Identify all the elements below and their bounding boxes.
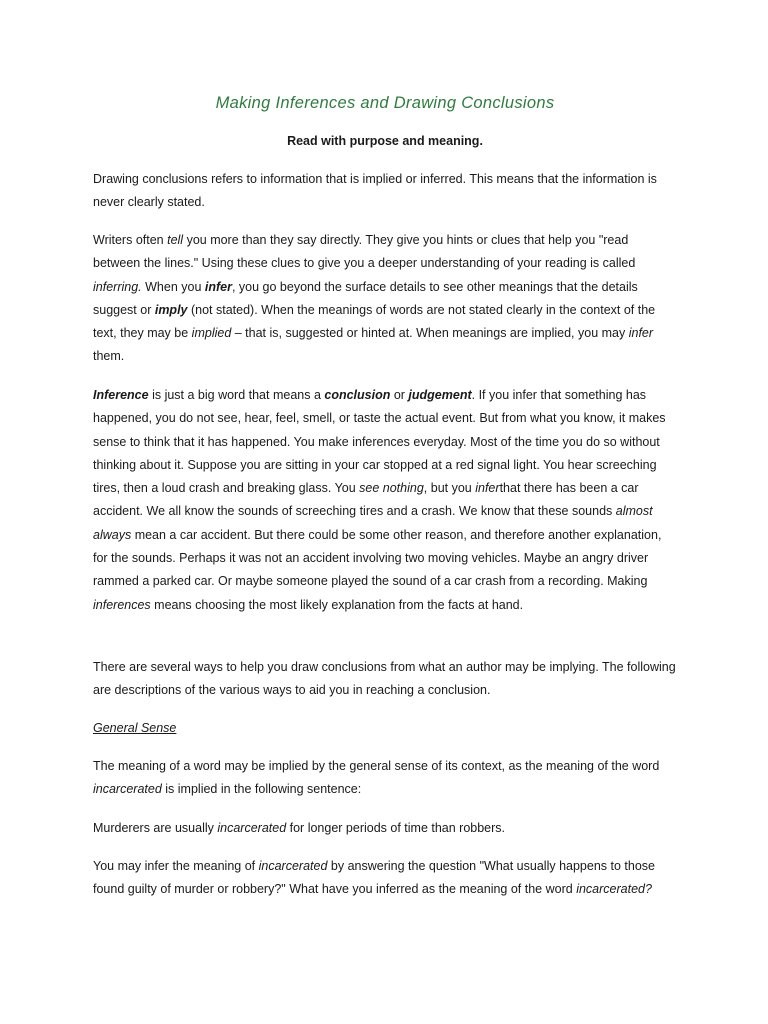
paragraph-writers (93, 229, 677, 369)
paragraph-ways (93, 656, 677, 703)
text-run: . If you infer that something has happened, you do not see, hear, feel, smell, or taste the actual event. But from what you know, it makes sense to think that it has happened. You make inferences everyday. Most of the time you do so without thinking about it. Suppose you are sitting in your car stopped at a red signal light. You hear screeching tires, then a loud crash and breaking glass. You (93, 388, 666, 496)
text-run: There are several ways to help you draw conclusions from what an author may be implying. The following are descriptions of the various ways to aid you in reaching a conclusion. (93, 660, 676, 698)
page-subtitle: Read with purpose and meaning. (287, 134, 483, 148)
paragraph-question (93, 855, 677, 902)
text-run: or (390, 388, 409, 402)
emphasis-incarcerated-2: incarcerated (217, 821, 287, 835)
emphasis-inferring: inferring. (93, 279, 142, 294)
emphasis-inference: Inference (93, 388, 149, 402)
emphasis-conclusion: conclusion (324, 388, 391, 402)
paragraph-intro (93, 168, 677, 215)
paragraph-general-sense (93, 755, 677, 802)
emphasis-infer-3: infer (475, 481, 500, 496)
text-run: When you (141, 279, 205, 294)
page-title: Making Inferences and Drawing Conclusions (215, 94, 555, 112)
emphasis-judgement: judgement (408, 388, 472, 402)
emphasis-see-nothing: see nothing (359, 481, 424, 496)
text-run: them. (93, 349, 125, 364)
emphasis-infer-2: infer (628, 326, 654, 341)
text-run: Drawing conclusions refers to information that is implied or inferred. This means that the information is never clearly stated. (93, 172, 657, 210)
section-heading-text: General Sense (93, 721, 177, 735)
paragraph-example-sentence (93, 817, 677, 840)
text-run: – that is, suggested or hinted at. When meanings are implied, you may (231, 326, 629, 341)
emphasis-inferences: inferences (93, 597, 151, 612)
text-run: you more than they say directly. They give you hints or clues that help you "read between the lines." Using these clues to give you a deeper understanding of your reading is called (93, 233, 636, 271)
text-run: is just a big word that means a (148, 388, 325, 402)
text-run: You may infer the meaning of (93, 859, 259, 873)
emphasis-infer: infer (204, 279, 232, 294)
text-run: is implied in the following sentence: (161, 782, 362, 797)
text-run: Writers often (93, 233, 168, 247)
emphasis-imply: imply (154, 302, 188, 317)
text-run: , but you (423, 481, 476, 496)
text-run: mean a car accident. But there could be some other reason, and therefore another explanation, for the sounds. Perhaps it was not an accident involving two moving vehicles. Maybe an angry driver rammed a parked car. Or maybe someone played the sound of a car crash from a recording. Making (93, 527, 662, 589)
text-run: Murderers are usually (93, 821, 218, 835)
text-run: means choosing the most likely explanation from the facts at hand. (150, 597, 524, 612)
text-run: by answering the question "What usually happens to those found guilty of murder or robbery?" What have you inferred as the meaning of the word (93, 859, 655, 897)
text-run: for longer periods of time than robbers. (286, 821, 506, 835)
paragraph-inference (93, 384, 677, 617)
text-run: The meaning of a word may be implied by the general sense of its context, as the meaning of the word (93, 759, 660, 773)
emphasis-almost-always: almost always (93, 504, 653, 542)
emphasis-tell: tell (167, 233, 184, 247)
emphasis-incarcerated-4: incarcerated? (576, 882, 652, 897)
section-heading (93, 717, 677, 740)
emphasis-incarcerated: incarcerated (93, 782, 162, 797)
text-run: , you go beyond the surface details to see other meanings that the details suggest or (93, 279, 638, 317)
text-run: (not stated). When the meanings of words are not stated clearly in the context of the text, they may be (93, 302, 656, 341)
text-run: that there has been a car accident. We all know the sounds of screeching tires and a crash. We know that these sounds (93, 481, 639, 519)
emphasis-incarcerated-3: incarcerated (258, 859, 328, 873)
emphasis-implied: implied (191, 326, 232, 341)
